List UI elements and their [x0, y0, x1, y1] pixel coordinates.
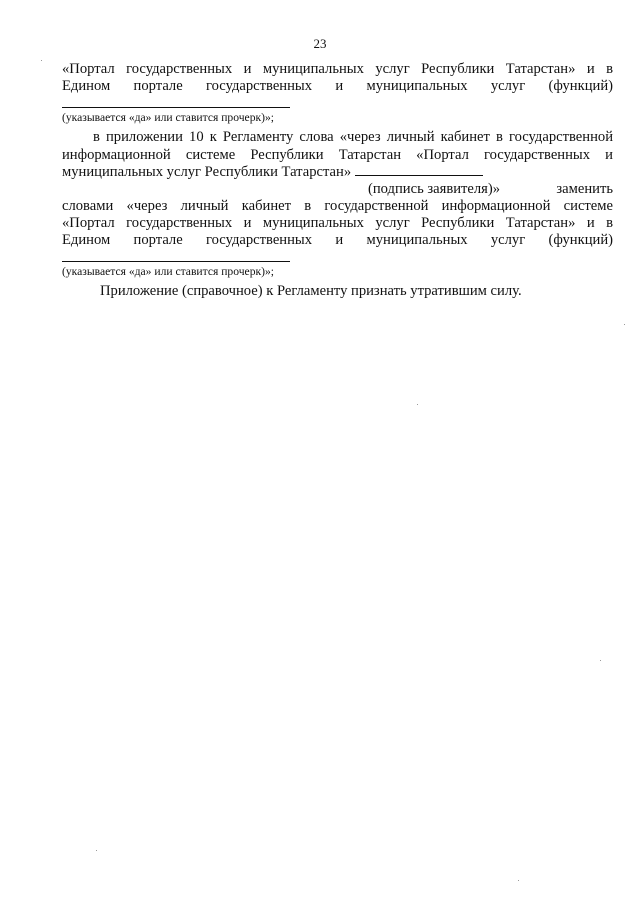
paragraph-3-line-1: Приложение (справочное) к Регламенту признать утратившим силу.	[100, 283, 522, 299]
paragraph-2-note: (указывается «да» или ставится прочерк)»;	[62, 265, 275, 278]
scan-speck	[417, 404, 418, 405]
replace-word: заменить	[556, 181, 613, 197]
scan-speck	[624, 324, 625, 325]
paragraph-2-line-2: информационной системе Республики Татарстан «Портал государственных и	[62, 147, 613, 163]
scan-speck	[518, 880, 519, 881]
paragraph-1-line-1: «Портал государственных и муниципальных услуг Республики Татарстан» и в	[62, 61, 613, 77]
fill-in-blank-2	[62, 261, 290, 262]
paragraph-2-line-1: в приложении 10 к Регламенту слова «через личный кабинет в государственной	[93, 129, 613, 145]
paragraph-2-line-5: «Портал государственных и муниципальных услуг Республики Татарстан» и в	[62, 215, 613, 231]
page-number: 23	[313, 36, 327, 51]
paragraph-2-line-4: словами «через личный кабинет в государственной информационной системе	[62, 198, 613, 214]
scan-speck	[96, 850, 97, 851]
signature-label: (подпись заявителя)»	[368, 181, 501, 197]
fill-in-blank-1	[62, 107, 290, 108]
scan-speck	[41, 60, 42, 61]
paragraph-1-line-2: Едином портале государственных и муниципальных услуг (функций)	[62, 78, 613, 94]
scan-speck	[600, 660, 601, 661]
paragraph-2-line-6: Едином портале государственных и муниципальных услуг (функций)	[62, 232, 613, 248]
paragraph-2-line-3-row	[62, 164, 613, 180]
paragraph-1-note: (указывается «да» или ставится прочерк)»;	[62, 111, 275, 124]
paragraph-2-line-3: муниципальных услуг Республики Татарстан»	[62, 164, 352, 180]
signature-blank	[355, 165, 483, 176]
